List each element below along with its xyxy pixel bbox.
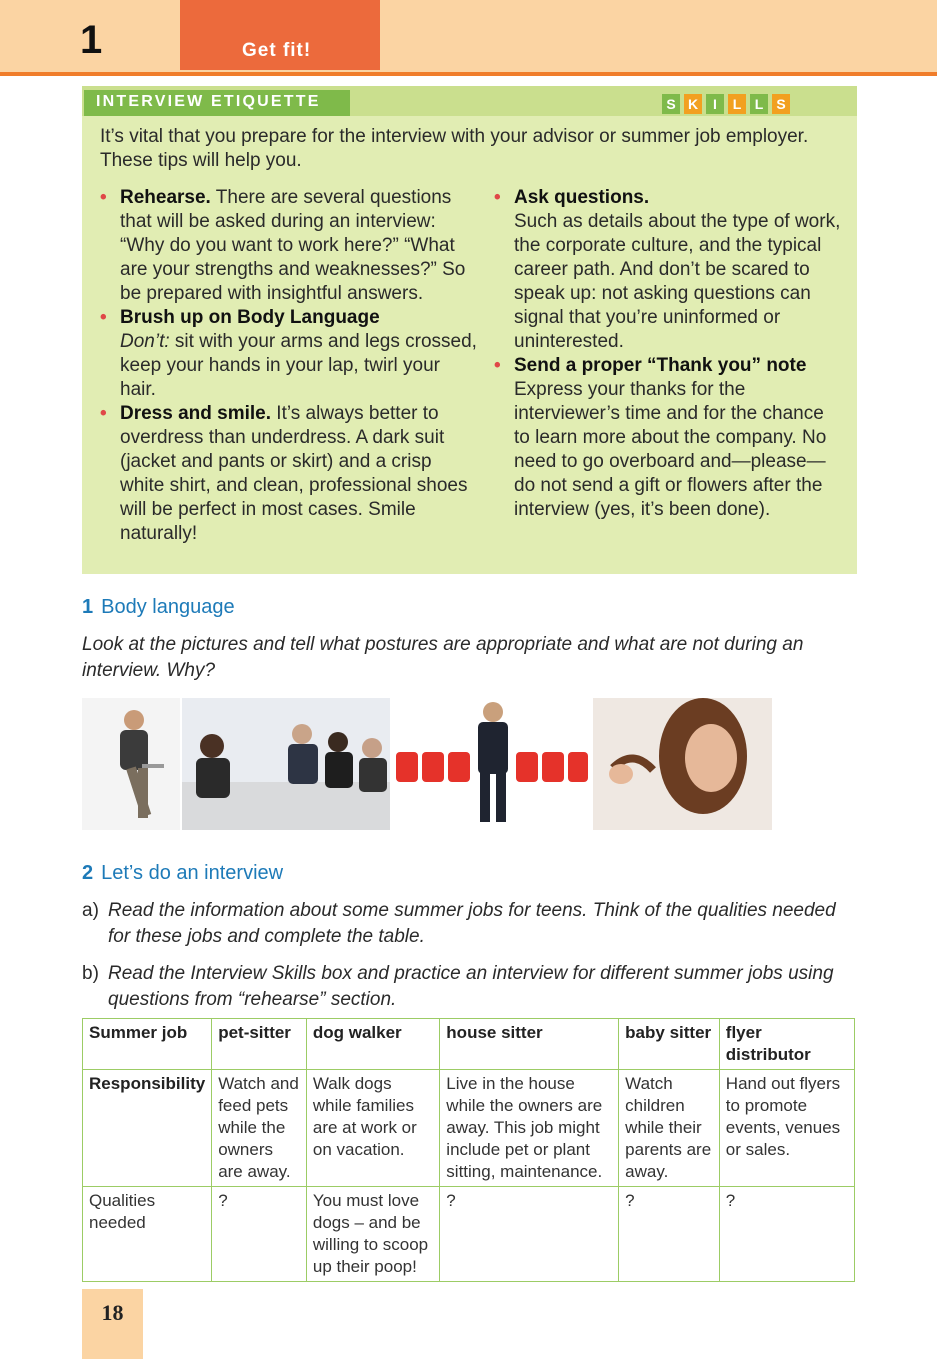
section1-heading	[82, 596, 235, 619]
table-header-row	[83, 1019, 855, 1070]
header-band	[0, 0, 937, 72]
table-cell: Hand out flyers to promote events, venues or sales.	[719, 1070, 854, 1187]
task-a-text: Read the information about some summer jobs for teens. Think of the qualities needed for these jobs and complete the table.	[108, 900, 836, 947]
tip-body: Express your thanks for the interviewer’s time and for the chance to learn more about the company. No need to go overboard and—please—do not send a gift or flowers after the interview (yes, it’s been done).	[514, 379, 827, 520]
table-cell: You must love dogs – and be willing to scoop up their poop!	[306, 1187, 439, 1282]
tip-lead: Don’t:	[120, 331, 170, 352]
table-cell: ?	[719, 1187, 854, 1282]
table-header-cell: dog walker	[306, 1019, 439, 1070]
table-cell: Watch and feed pets while the owners are away.	[212, 1070, 307, 1187]
tip-item	[100, 402, 480, 546]
unit-title: Get fit!	[242, 40, 312, 61]
photo-girl-twirling-hair	[593, 698, 772, 830]
section2-number: 2	[82, 862, 94, 884]
summer-jobs-table	[82, 1018, 855, 1282]
tip-head: Send a proper “Thank you” note	[514, 355, 807, 376]
skills-badge	[662, 94, 790, 116]
bullet-icon: •	[494, 187, 501, 208]
tip-body: sit with your arms and legs crossed, keep your hands in your lap, twirl your hair.	[120, 331, 477, 400]
tip-head: Brush up on Body Language	[120, 307, 380, 328]
photo-man-on-red-chairs	[392, 698, 590, 830]
table-header-cell: Summer job	[83, 1019, 212, 1070]
tip-body: Such as details about the type of work, the corporate culture, and the typical career path. And don’t be scared to speak up: not asking questions can signal that you’re uninformed or uninterested.	[514, 211, 841, 352]
tips-left-column	[100, 186, 480, 546]
tip-body: It’s always better to overdress than underdress. A dark suit (jacket and pants or skirt) and a crisp white shirt, and clean, professional shoes will be perfect in most cases. Smile naturally!	[120, 403, 468, 544]
bullet-icon: •	[100, 187, 107, 208]
table-row-header: Qualities needed	[83, 1187, 212, 1282]
bullet-icon: •	[100, 307, 107, 328]
skills-letter: K	[684, 94, 702, 114]
section1-title: Body language	[101, 596, 235, 618]
table-cell: ?	[212, 1187, 307, 1282]
table-cell: Walk dogs while families are at work or on vacation.	[306, 1070, 439, 1187]
tip-body: There are several questions that will be asked during an interview: “Why do you want to work here?” “What are your strengths and weaknesses?” So be prepared with insightful answers.	[120, 187, 466, 304]
table-cell: Live in the house while the owners are away. This job might include pet or plant sitting, maintenance.	[440, 1070, 619, 1187]
section2-heading	[82, 862, 283, 885]
tip-head: Rehearse.	[120, 187, 211, 208]
unit-number: 1	[80, 18, 103, 62]
task-a	[82, 898, 862, 950]
bullet-icon: •	[100, 403, 107, 424]
table-row	[83, 1070, 855, 1187]
table-cell: ?	[440, 1187, 619, 1282]
task-a-label: a)	[82, 900, 99, 921]
tip-item	[100, 186, 480, 306]
box-title: INTERVIEW ETIQUETTE	[96, 93, 321, 110]
header-divider	[0, 72, 937, 76]
table-row	[83, 1187, 855, 1282]
tip-head: Ask questions.	[514, 187, 650, 208]
section2-title: Let’s do an interview	[101, 862, 284, 884]
task-b	[82, 961, 862, 1013]
skills-letter: I	[706, 94, 724, 114]
section1-number: 1	[82, 596, 94, 618]
table-header-cell: house sitter	[440, 1019, 619, 1070]
photo-interview-panel	[182, 698, 390, 830]
skills-letter: S	[772, 94, 790, 114]
tip-item	[100, 306, 480, 402]
photo-slouching-man	[82, 698, 180, 830]
tip-item	[494, 186, 844, 354]
task-b-text: Read the Interview Skills box and practice an interview for different summer jobs using questions from “rehearse” section.	[108, 963, 834, 1010]
tip-item	[494, 354, 844, 522]
skills-letter: L	[728, 94, 746, 114]
table-header-cell: pet-sitter	[212, 1019, 307, 1070]
tip-head: Dress and smile.	[120, 403, 272, 424]
skills-letter: L	[750, 94, 768, 114]
table-header-cell: baby sitter	[619, 1019, 720, 1070]
table-header-cell: flyer distributor	[719, 1019, 854, 1070]
skills-letter: S	[662, 94, 680, 114]
box-intro: It’s vital that you prepare for the interview with your advisor or summer job employer. These tips will help you.	[100, 126, 809, 171]
table-cell: Watch children while their parents are away.	[619, 1070, 720, 1187]
section1-instruction: Look at the pictures and tell what postures are appropriate and what are not during an interview. Why?	[82, 634, 804, 681]
page-number: 18	[101, 1300, 124, 1325]
table-cell: ?	[619, 1187, 720, 1282]
tips-right-column	[494, 186, 844, 522]
bullet-icon: •	[494, 355, 501, 376]
task-b-label: b)	[82, 963, 99, 984]
table-row-header: Responsibility	[83, 1070, 212, 1187]
